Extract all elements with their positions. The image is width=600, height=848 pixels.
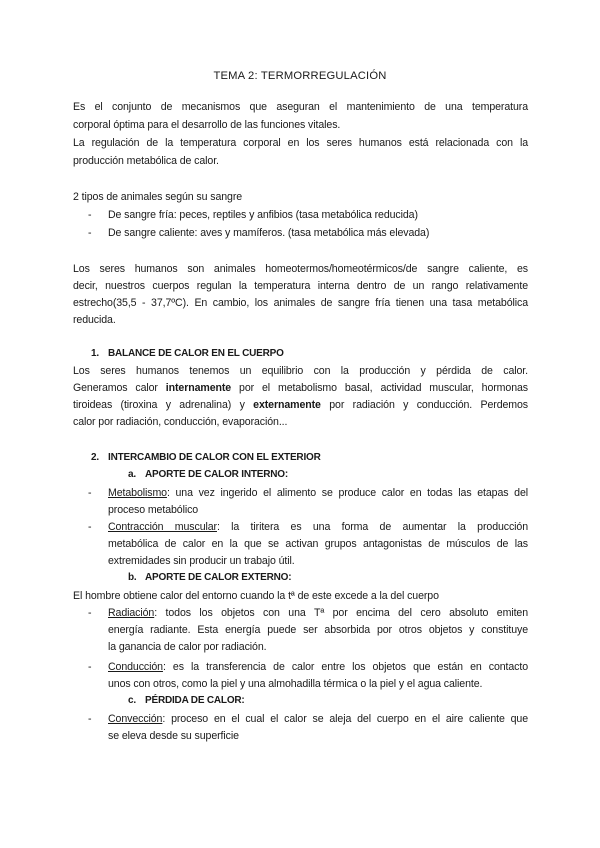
bullet-dash: - — [88, 607, 92, 619]
conduccion-line-1: Conducción: es la transferencia de calor entre los objetos que están en contacto — [108, 661, 528, 673]
metabolismo-line-2: proceso metabólico — [108, 504, 199, 516]
document-title: TEMA 2: TERMORREGULACIÓN — [213, 70, 387, 82]
section-1-title: BALANCE DE CALOR EN EL CUERPO — [108, 348, 284, 359]
types-item-cold: De sangre fría: peces, reptiles y anfibios (tasa metabólica reducida) — [108, 209, 418, 221]
types-item-warm: De sangre caliente: aves y mamíferos. (tasa metabólica más elevada) — [108, 227, 430, 239]
conduccion-line-2: unos con otros, como la piel y una almohadilla térmica o la piel y el agua caliente. — [108, 678, 483, 690]
term-radiacion: Radiación — [108, 607, 155, 619]
subsection-c-letter: c. — [128, 695, 136, 706]
bullet-dash: - — [88, 227, 92, 239]
radiacion-line-1: Radiación: todos los objetos con una Tª por encima del cero absoluto emiten — [108, 607, 528, 619]
section-2-title: INTERCAMBIO DE CALOR CON EL EXTERIOR — [108, 452, 321, 463]
humans-line-4: reducida. — [73, 314, 116, 326]
term-conveccion: Convección — [108, 713, 163, 725]
subsection-a-letter: a. — [128, 469, 136, 480]
section-1-number: 1. — [91, 348, 99, 359]
types-heading: 2 tipos de animales según su sangre — [73, 191, 243, 203]
contraccion-line-1: Contracción muscular: la tiritera es una forma de aumentar la producción — [108, 521, 529, 533]
aporte-externo-intro: El hombre obtiene calor del entorno cuando la tª de este excede a la del cuerpo — [73, 590, 439, 602]
humans-line-1: Los seres humanos son animales homeotermos/homeotérmicos/de sangre caliente, es — [73, 263, 528, 275]
term-conduccion: Conducción — [108, 661, 163, 673]
conveccion-line-1: Convección: proceso en el cual el calor se aleja del cuerpo en el aire caliente que — [108, 713, 528, 725]
intro-line-2: corporal óptima para el desarrollo de las funciones vitales. — [73, 119, 341, 131]
subsection-c-title: PÉRDIDA DE CALOR: — [145, 695, 245, 706]
bullet-dash: - — [88, 661, 92, 673]
subsection-b-title: APORTE DE CALOR EXTERNO: — [145, 572, 292, 583]
term-metabolismo: Metabolismo — [108, 487, 167, 499]
humans-line-3: estrecho(35,5 - 37,7ºC). En cambio, los animales de sangre fría tienen una tasa metabólica — [73, 297, 528, 309]
term-contraccion-muscular: Contracción muscular — [108, 521, 217, 533]
intro-line-4: producción metabólica de calor. — [73, 155, 219, 167]
radiacion-line-2: energía radiante. Esta energía puede ser absorbida por otros objetos y constituye — [108, 624, 528, 636]
bullet-dash: - — [88, 521, 92, 533]
section-1-line-3: tiroideas (tiroxina y adrenalina) y externamente por radiación y conducción. Perdemos — [73, 399, 529, 411]
section-2-number: 2. — [91, 452, 99, 463]
bold-internamente: internamente — [165, 382, 232, 394]
radiacion-line-3: la ganancia de calor por radiación. — [108, 641, 267, 653]
bullet-dash: - — [88, 713, 92, 725]
contraccion-line-2: metabólica de calor en la que se activan grupos antagonistas de músculos de las — [108, 538, 528, 550]
subsection-b-letter: b. — [128, 572, 137, 583]
bullet-dash: - — [88, 487, 92, 499]
bullet-dash: - — [88, 209, 92, 221]
intro-line-1: Es el conjunto de mecanismos que aseguran el mantenimiento de una temperatura — [73, 101, 528, 113]
subsection-a-title: APORTE DE CALOR INTERNO: — [145, 469, 288, 480]
conveccion-line-2: se eleva desde su superficie — [108, 730, 239, 742]
contraccion-line-3: extremidades sin producir un trabajo útil. — [108, 555, 295, 567]
metabolismo-line-1: Metabolismo: una vez ingerido el alimento se produce calor en todas las etapas del — [108, 487, 528, 499]
humans-line-2: decir, nuestros cuerpos regulan la temperatura interna dentro de un rango relativamente — [73, 280, 528, 292]
bold-externamente: externamente — [253, 399, 321, 411]
section-1-line-1: Los seres humanos tenemos un equilibrio con la producción y pérdida de calor. — [73, 365, 528, 377]
section-1-line-2: Generamos calor internamente por el metabolismo basal, actividad muscular, hormonas — [73, 382, 528, 394]
section-1-line-4: calor por radiación, conducción, evaporación... — [73, 416, 288, 428]
intro-line-3: La regulación de la temperatura corporal en los seres humanos está relacionada con la — [73, 137, 528, 149]
